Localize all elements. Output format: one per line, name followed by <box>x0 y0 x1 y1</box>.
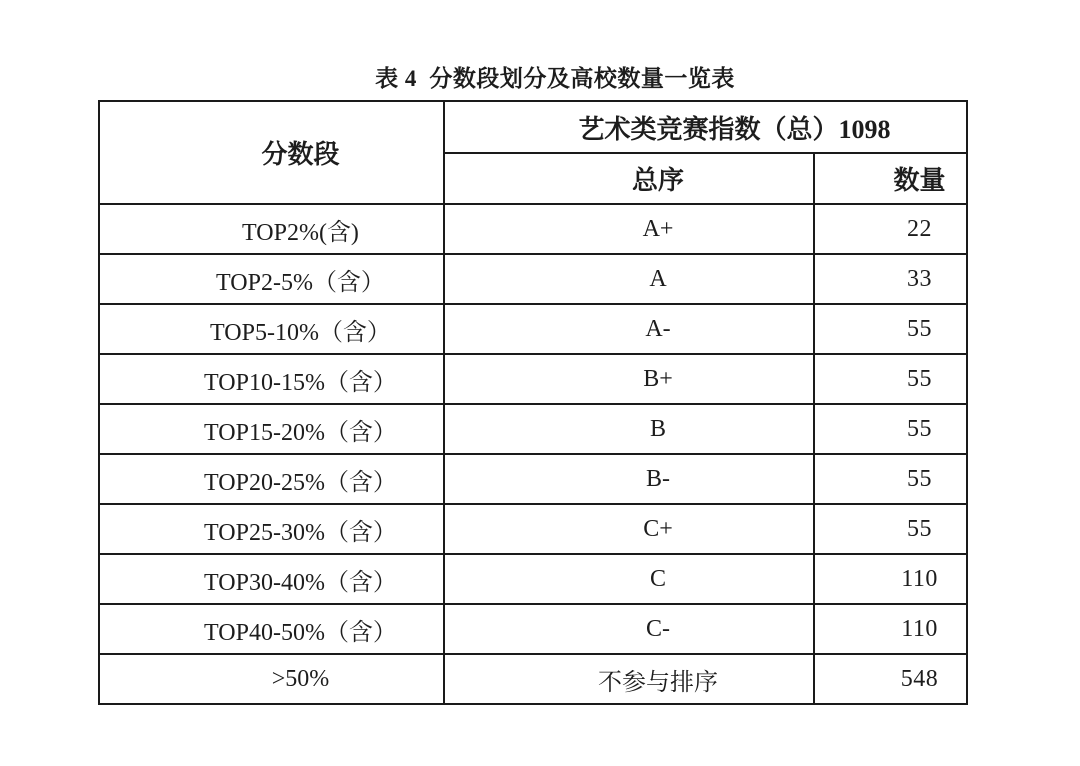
overall-rank-cell: C <box>444 554 814 604</box>
table-row <box>99 454 967 504</box>
count-cell: 55 <box>814 504 967 554</box>
score-band-cell: TOP25-30%（含） <box>99 504 444 554</box>
table-row <box>99 204 967 254</box>
score-band-table <box>98 100 968 705</box>
score-band-cell: TOP2-5%（含） <box>99 254 444 304</box>
count-cell: 110 <box>814 604 967 654</box>
score-band-cell: >50% <box>99 654 444 704</box>
table-row <box>99 604 967 654</box>
table-caption: 表 4 分数段划分及高校数量一览表 <box>375 66 735 91</box>
table-row <box>99 504 967 554</box>
score-band-cell: TOP15-20%（含） <box>99 404 444 454</box>
overall-rank-cell: 不参与排序 <box>444 654 814 704</box>
header-row-1 <box>99 101 967 153</box>
score-band-cell: TOP2%(含) <box>99 204 444 254</box>
overall-rank-cell: A <box>444 254 814 304</box>
count-cell: 55 <box>814 454 967 504</box>
table-row <box>99 354 967 404</box>
overall-rank-cell: B- <box>444 454 814 504</box>
score-band-cell: TOP5-10%（含） <box>99 304 444 354</box>
count-cell: 55 <box>814 304 967 354</box>
overall-rank-cell: B+ <box>444 354 814 404</box>
count-cell: 22 <box>814 204 967 254</box>
overall-rank-cell: C+ <box>444 504 814 554</box>
count-cell: 55 <box>814 354 967 404</box>
score-band-cell: TOP20-25%（含） <box>99 454 444 504</box>
overall-rank-cell: C- <box>444 604 814 654</box>
score-band-cell: TOP10-15%（含） <box>99 354 444 404</box>
col-header-score-band: 分数段 <box>99 101 444 204</box>
count-cell: 548 <box>814 654 967 704</box>
count-cell: 110 <box>814 554 967 604</box>
overall-rank-cell: A+ <box>444 204 814 254</box>
col-header-overall-rank: 总序 <box>444 153 814 204</box>
table-row <box>99 304 967 354</box>
count-cell: 55 <box>814 404 967 454</box>
table-row <box>99 254 967 304</box>
score-band-cell: TOP40-50%（含） <box>99 604 444 654</box>
overall-rank-cell: A- <box>444 304 814 354</box>
overall-rank-cell: B <box>444 404 814 454</box>
col-header-index-total: 艺术类竞赛指数（总）1098 <box>444 101 967 153</box>
table-row <box>99 654 967 704</box>
table-row <box>99 554 967 604</box>
table-row <box>99 404 967 454</box>
score-band-cell: TOP30-40%（含） <box>99 554 444 604</box>
count-cell: 33 <box>814 254 967 304</box>
col-header-count: 数量 <box>814 153 967 204</box>
